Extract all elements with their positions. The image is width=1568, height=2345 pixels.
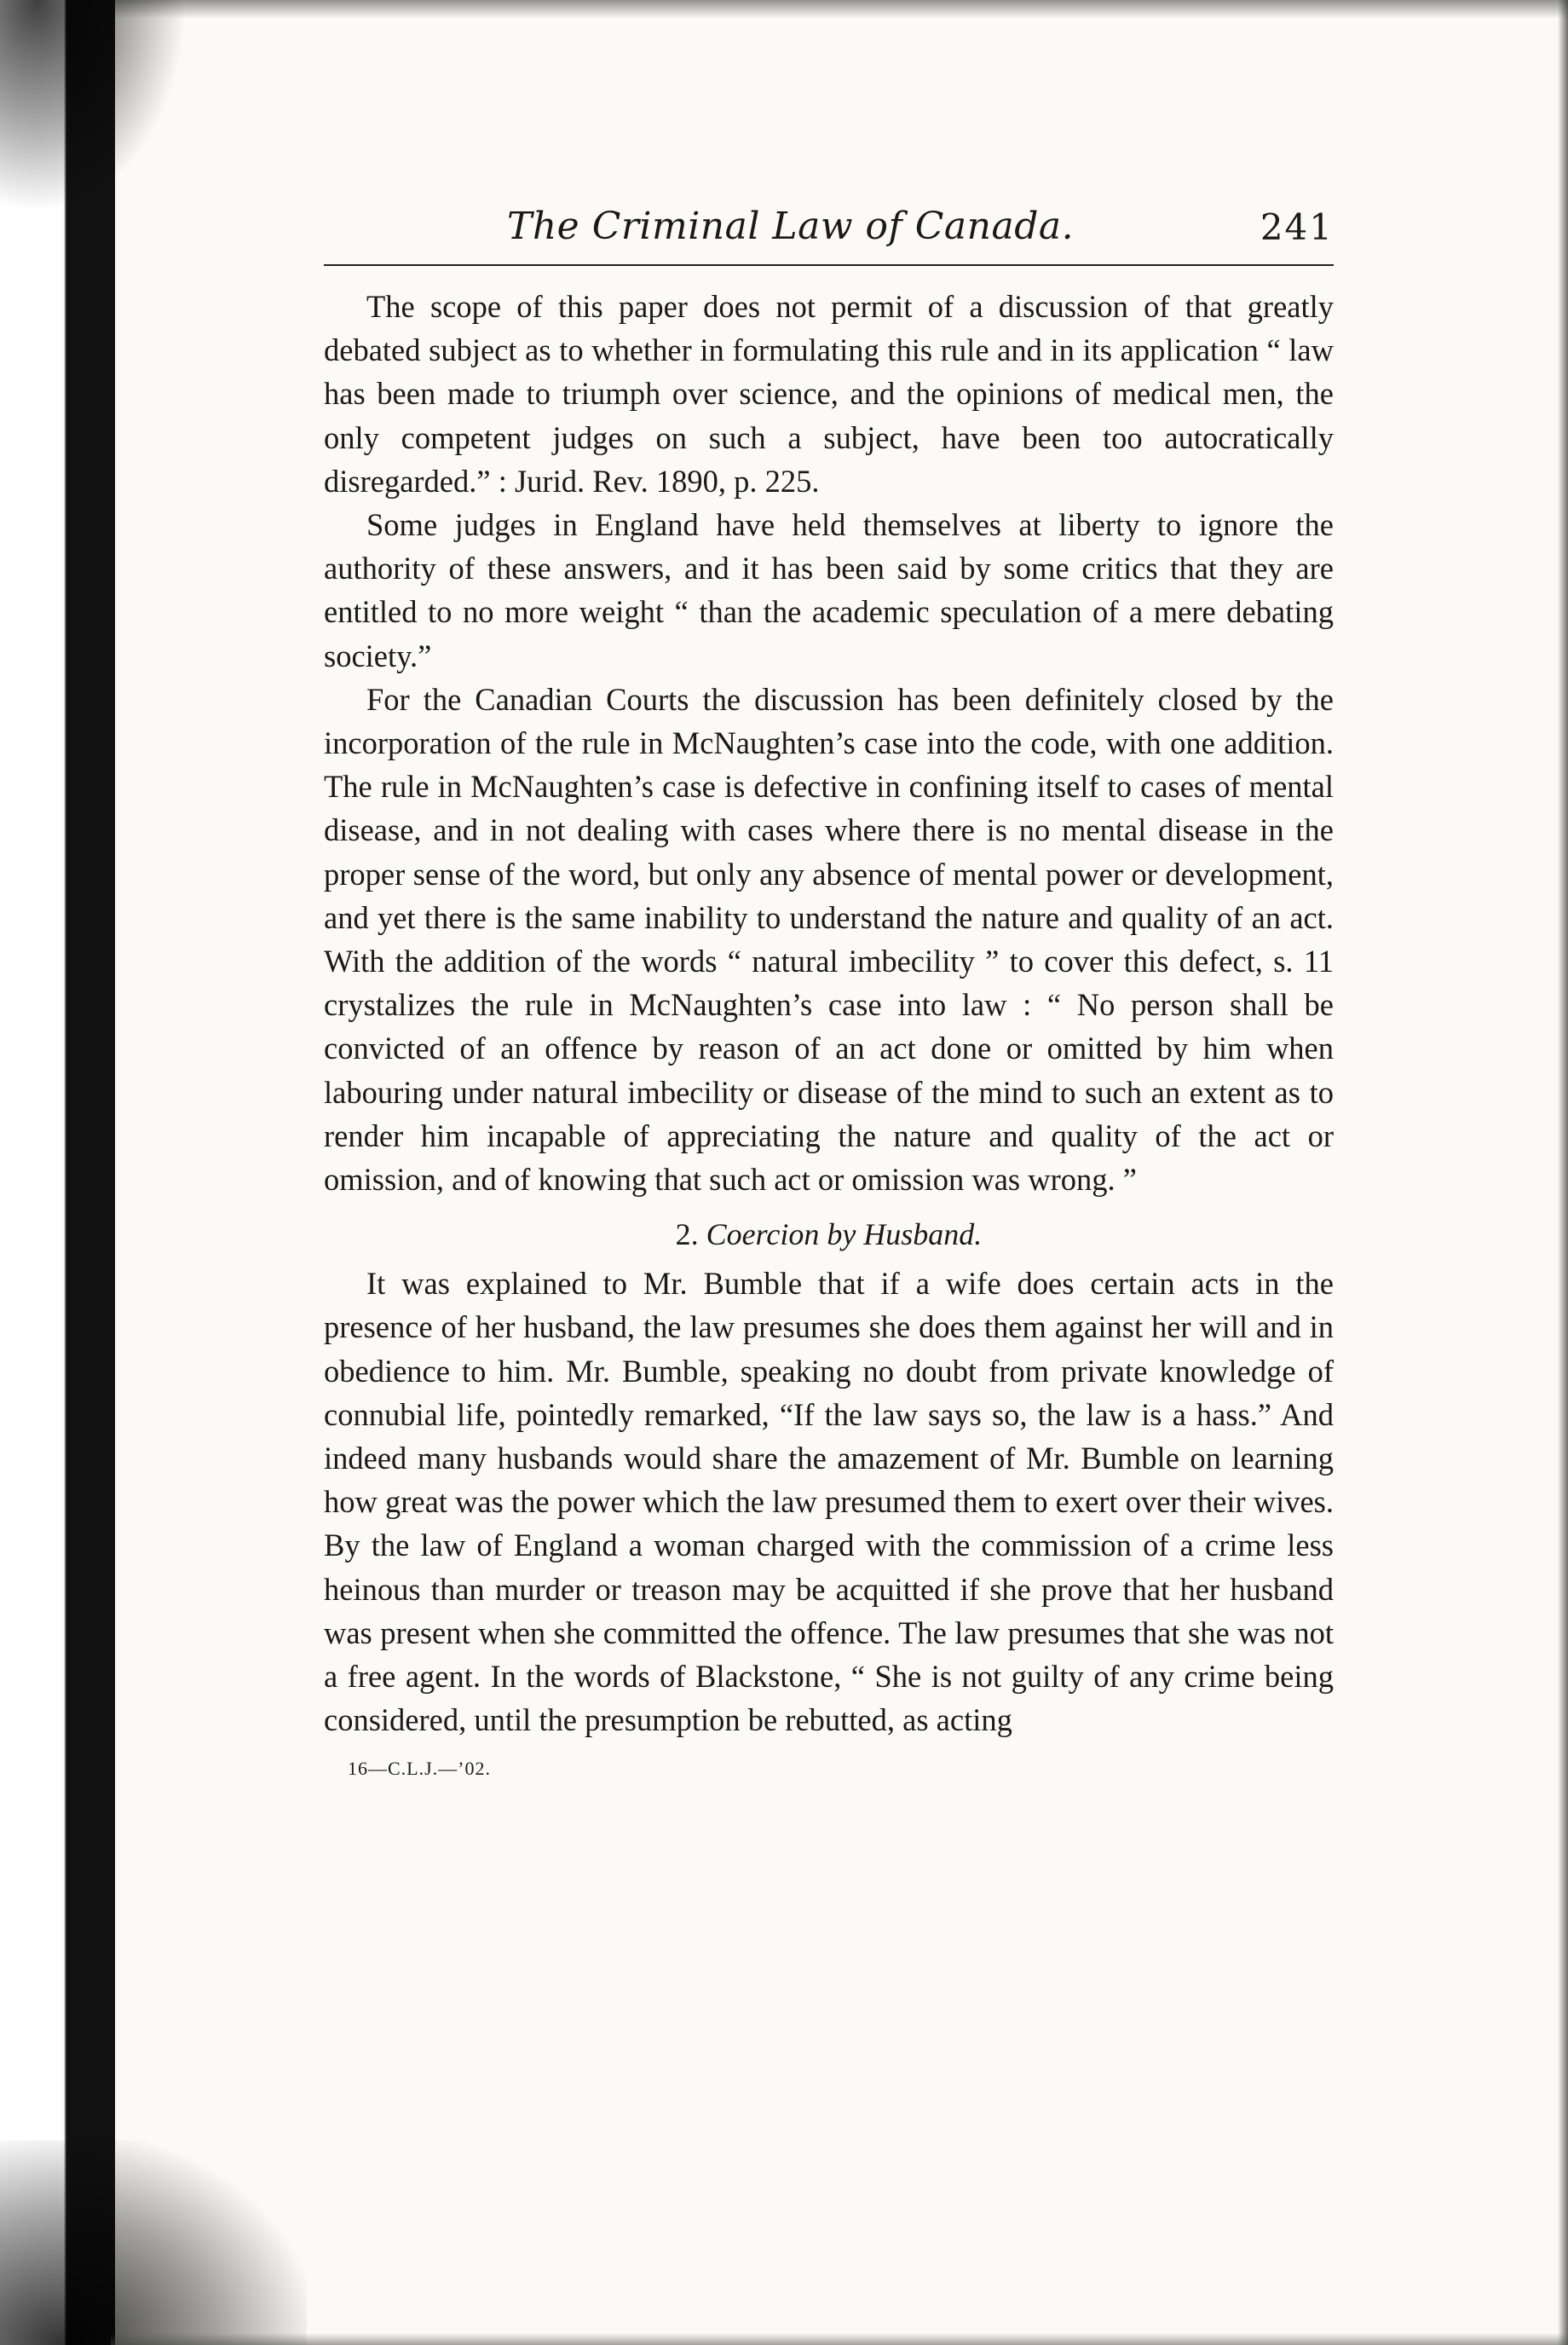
running-head (324, 196, 1334, 266)
printer-signature: 16—C.L.J.—’02. (348, 1757, 491, 1779)
running-title: The Criminal Law of Canada. (507, 205, 1075, 248)
section-number: 2. (675, 1217, 699, 1252)
book-page (324, 196, 1334, 1780)
paragraph: Some judges in England have held themselves at liberty to ignore the authority of these answers, and it has been said by some critics that they are entitled to no more weight “ than the academic speculation of a mere debating society.” (324, 507, 1334, 673)
body-text (324, 285, 1334, 1201)
scan-edge-top (51, 0, 1568, 19)
section-body (324, 1262, 1334, 1741)
scan-edge-right (1558, 0, 1568, 2345)
scan-corner-top-left (0, 0, 187, 213)
paragraph: It was explained to Mr. Bumble that if a wife does certain acts in the presence of her husband, the law presumes she does them against her will and in obedience to him. Mr. Bumble, speaking no doubt from private knowledge of connubial life, pointedly remarked, “If the law says so, the law is a hass.” And indeed many husbands would share the amazement of Mr. Bumble on learning how great was the power which the law presumed them to exert over their wives. By the law of England a woman charged with the commission of a crime less heinous than murder or treason may be acquitted if she prove that her husband was present when she committed the offence. The law presumes that she was not a free agent. In the words of Blackstone, “ She is not guilty of any crime being considered, until the presumption be rebutted, as acting (324, 1266, 1334, 1738)
scan-edge-bottom (111, 2333, 1568, 2345)
page-number: 241 (1260, 206, 1334, 248)
paragraph: The scope of this paper does not permit of a discussion of that greatly debated subject as to whether in formulating this rule and in its application “ law has been made to triumph over science, and the opinions of medical men, the only competent judges on such a subject, have been too autocratically disregarded.” : Jurid. Rev. 1890, p. 225. (324, 289, 1334, 499)
scan-binding-shadow (81, 0, 115, 2345)
paragraph: For the Canadian Courts the discussion has been definitely closed by the incorporation of the rule in McNaughten’s case into the code, with one addition. The rule in McNaughten’s case is defective in confining itself to cases of mental disease, and in not dealing with cases where there is no mental disease in the proper sense of the word, but only any absence of mental power or development, and yet there is the same inability to understand the nature and quality of an act. With the addition of the words “ natural imbecility ” to cover this defect, s. 11 crystalizes the rule in McNaughten’s case into law : “ No person shall be convicted of an offence by reason of an act done or omitted by him when labouring under natural imbecility or disease of the mind to such an extent as to render him incapable of appreciating the nature and quality of the act or omission, and of knowing that such act or omission was wrong. ” (324, 681, 1334, 1198)
section-heading (324, 1213, 1334, 1256)
scan-corner-bottom-left (0, 2140, 307, 2345)
section-title: Coercion by Husband. (706, 1217, 983, 1252)
